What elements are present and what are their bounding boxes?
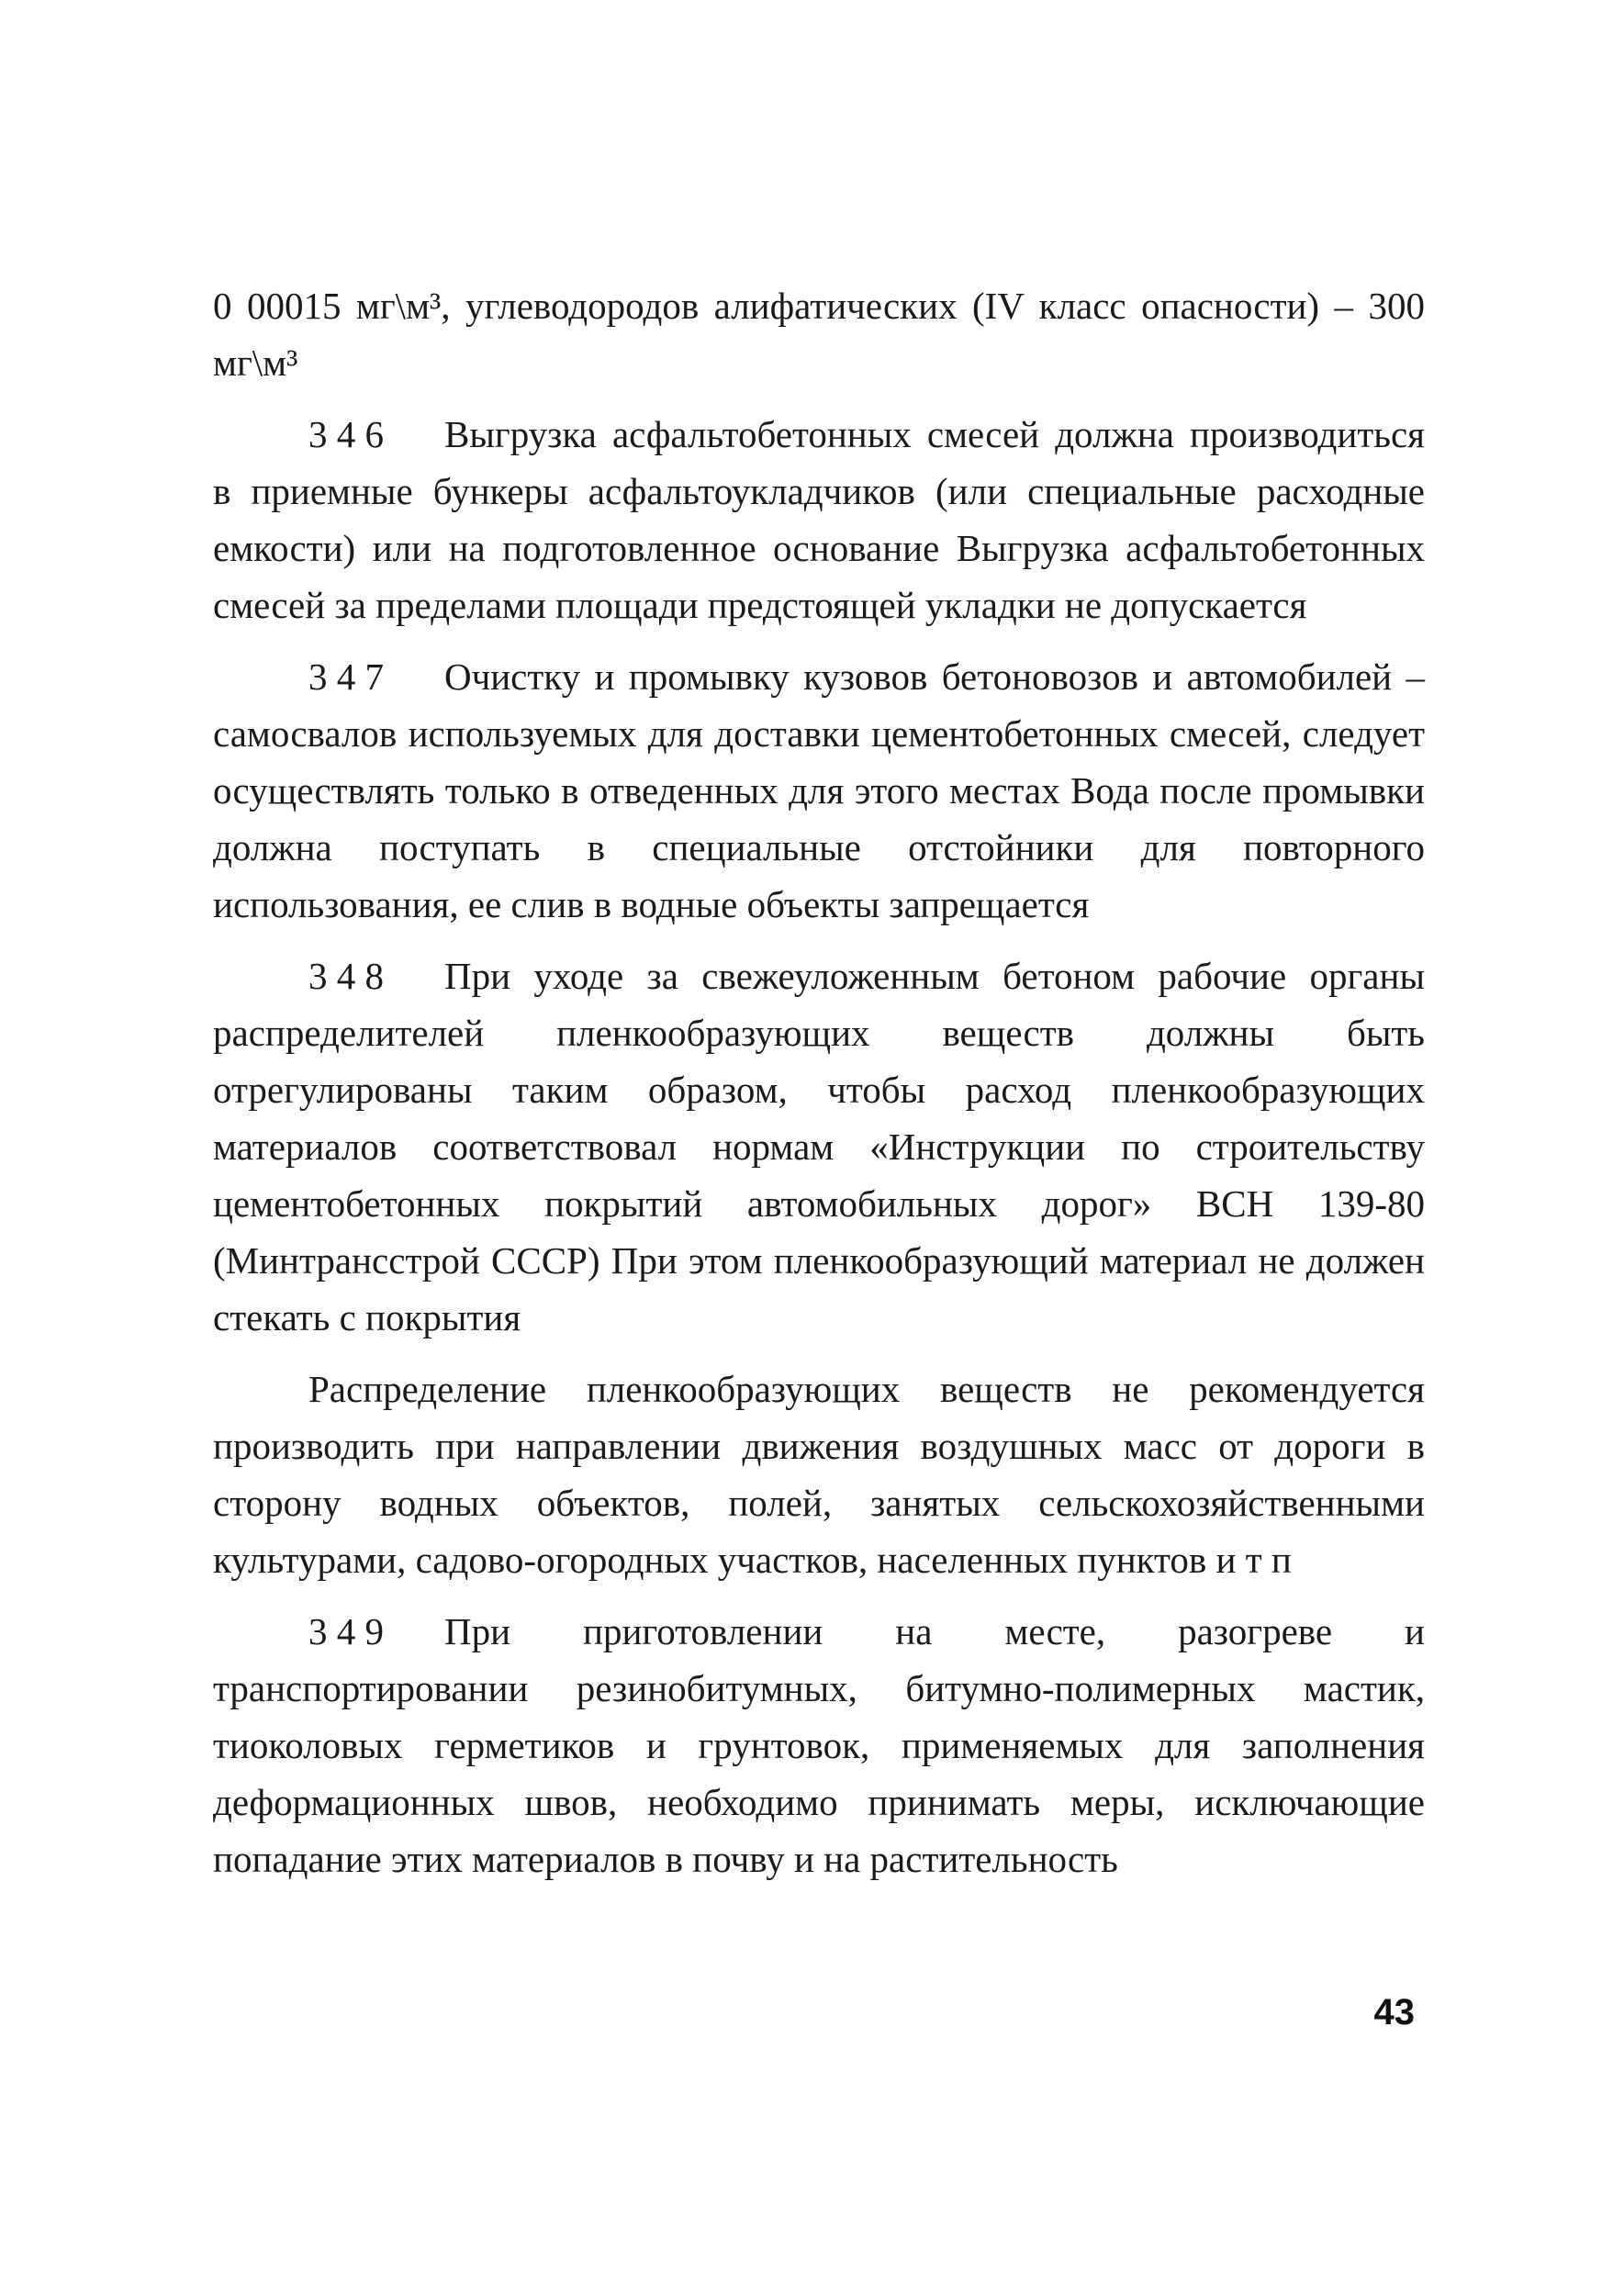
section-number: 3 4 8 (308, 955, 384, 997)
section-number: 3 4 6 (308, 413, 384, 455)
paragraph-3-4-6 (213, 406, 1425, 633)
page-number: 43 (1373, 1992, 1415, 2033)
paragraph-text: Распределение пленкообразующих веществ не рекомендуется производить при направлении движения воздушных масс от дороги в сторону водных объектов, полей, занятых сельскохозяйственными культурами, садово-огородных участков, населенных пунктов и т п (213, 1368, 1425, 1581)
paragraph-3-4-9 (213, 1603, 1425, 1887)
paragraph-3-4-7 (213, 648, 1425, 933)
paragraph-film-distribution (213, 1361, 1425, 1588)
paragraph-text: При уходе за свежеуложенным бетоном рабочие органы распределителей пленкообразующих веществ должны быть отрегулированы таким образом, чтобы расход пленкообразующих материалов соответствовал нормам «Инструкции по строительству цементобетонных покрытий автомобильных дорог» ВСН 139-80 (Минтрансстрой СССР) При этом пленкообразующий материал не должен стекать с покрытия (213, 955, 1425, 1338)
paragraph-continuation (213, 277, 1425, 391)
paragraph-3-4-8 (213, 947, 1425, 1346)
section-number: 3 4 9 (308, 1610, 384, 1652)
body-text (213, 277, 1425, 1902)
section-number: 3 4 7 (308, 655, 384, 698)
paragraph-text: 0 00015 мг\м³, углеводородов алифатических (IV класс опасности) – 300 мг\м³ (213, 285, 1425, 384)
paragraph-text: Выгрузка асфальтобетонных смесей должна производиться в приемные бункеры асфальтоукладчиков (или специальные расходные емкости) или на подготовленное основание Выгрузка асфальтобетонных смесей за пределами площади предстоящей укладки не допускается (213, 413, 1425, 626)
paragraph-text: Очистку и промывку кузовов бетоновозов и автомобилей – самосвалов используемых для доставки цементобетонных смесей, следует осуществлять только в отведенных для этого местах Вода после промывки должна поступать в специальные отстойники для повторного использования, ее слив в водные объекты запрещается (213, 655, 1425, 925)
paragraph-text: При приготовлении на месте, разогреве и транспортировании резинобитумных, битумно-полимерных мастик, тиоколовых герметиков и грунтовок, применяемых для заполнения деформационных швов, необходимо принимать меры, исключающие попадание этих материалов в почву и на растительность (213, 1610, 1425, 1880)
